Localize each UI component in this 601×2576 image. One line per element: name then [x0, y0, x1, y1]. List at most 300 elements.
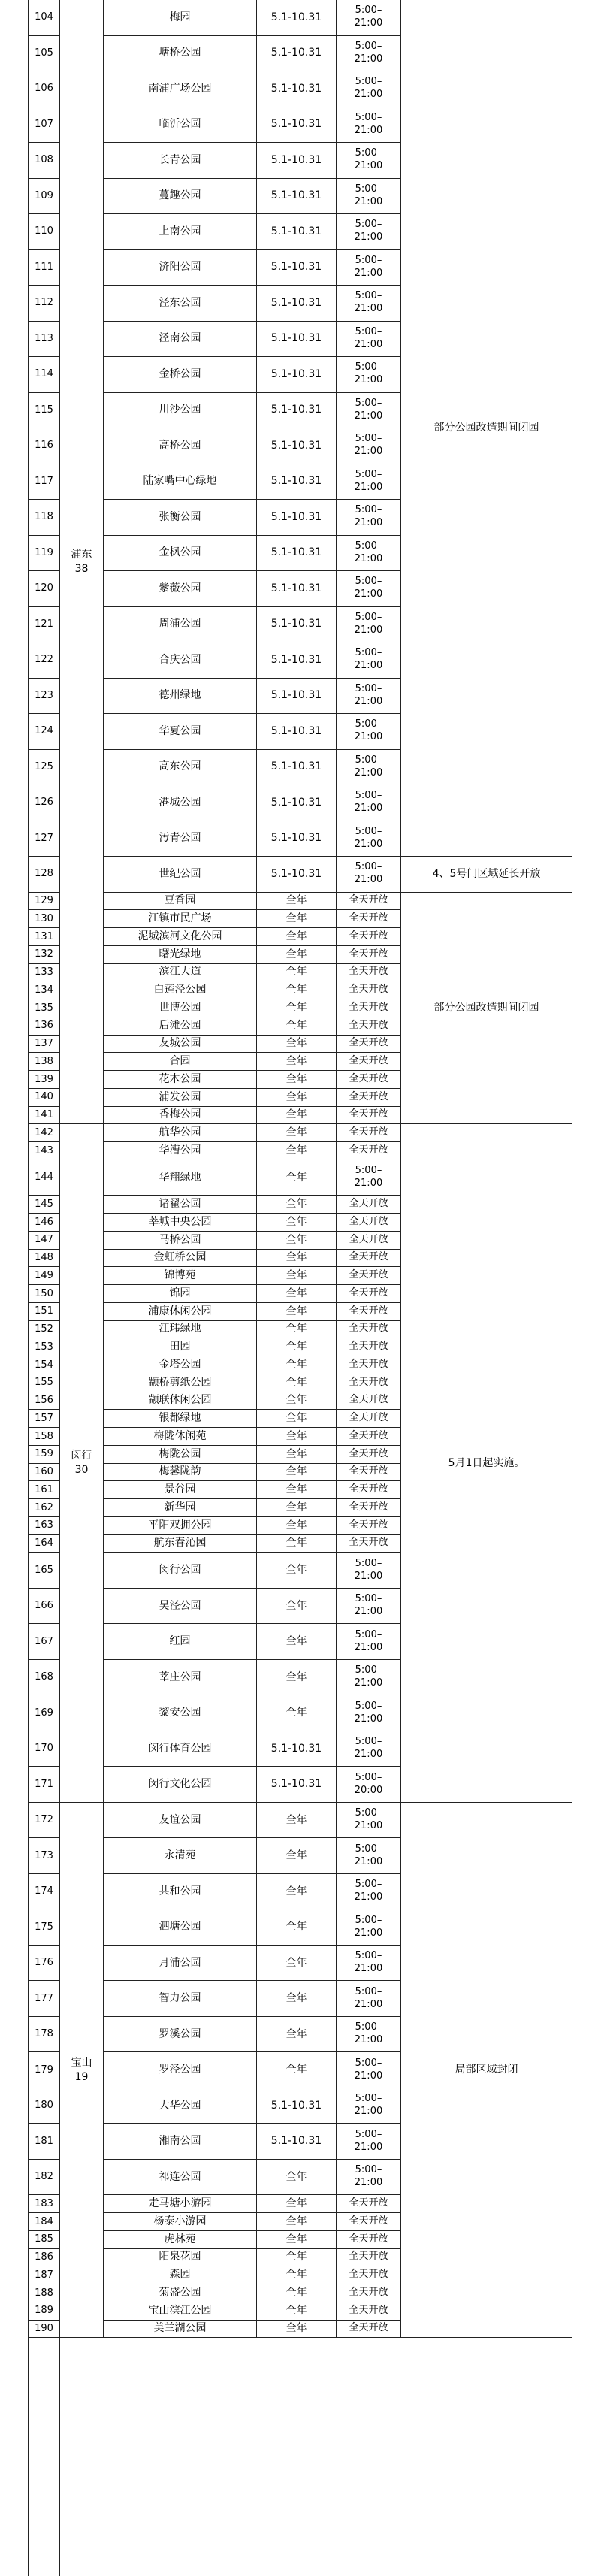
park-name [104, 857, 257, 893]
park-name [104, 2124, 257, 2160]
row-number [29, 1946, 60, 1982]
opening-period [257, 2213, 337, 2231]
opening-period [257, 2160, 337, 2196]
row-number [29, 1321, 60, 1339]
opening-period [257, 1767, 337, 1803]
opening-hours-line: 全天开放 [349, 2251, 388, 2263]
park-name [104, 1124, 257, 1142]
opening-hours-line: 5:00– [355, 611, 382, 623]
opening-period [257, 857, 337, 893]
opening-period-text: 5.1-10.31 [270, 1742, 322, 1755]
opening-period [257, 2321, 337, 2339]
park-name [104, 1392, 257, 1410]
park-name [104, 2088, 257, 2124]
opening-hours-line: 全天开放 [349, 1323, 388, 1335]
opening-hours [337, 1481, 401, 1499]
opening-period-text: 5.1-10.31 [270, 261, 322, 274]
row-number [29, 1160, 60, 1196]
park-name-text: 华夏公园 [159, 724, 201, 737]
park-name [104, 1374, 257, 1392]
row-number [29, 928, 60, 946]
opening-period [257, 1053, 337, 1071]
opening-period [257, 1589, 337, 1625]
park-name [104, 1517, 257, 1535]
opening-period [257, 2124, 337, 2160]
opening-hours-line: 全天开放 [349, 1429, 388, 1441]
remark-text: 5月1日起实施。 [448, 1456, 525, 1469]
row-number-text: 108 [35, 154, 53, 166]
row-number [29, 1232, 60, 1250]
opening-period-text: 全年 [285, 1992, 307, 2005]
remark [401, 1803, 572, 2339]
opening-period-text: 全年 [285, 1037, 307, 1050]
opening-hours-line: 21:00 [354, 195, 383, 207]
district-label [60, 1124, 104, 1803]
row-number-text: 162 [35, 1501, 53, 1513]
opening-hours-line: 21:00 [354, 1749, 383, 1760]
row-number [29, 1731, 60, 1767]
opening-period [257, 500, 337, 536]
park-name-text: 永清苑 [164, 1849, 196, 1862]
opening-hours [337, 679, 401, 715]
row-number [29, 1356, 60, 1374]
opening-period-text: 全年 [285, 1394, 307, 1407]
opening-period-text: 全年 [285, 1269, 307, 1282]
park-name-text: 梅陇公园 [159, 1447, 201, 1460]
opening-period-text: 全年 [285, 2269, 307, 2281]
row-number [29, 679, 60, 715]
row-number-text: 129 [35, 895, 53, 907]
opening-period-text: 5.1-10.31 [270, 189, 322, 202]
opening-hours-line: 全天开放 [349, 1412, 388, 1424]
row-number [29, 2160, 60, 2196]
opening-hours-line: 全天开放 [349, 1447, 388, 1459]
park-name [104, 893, 257, 911]
opening-hours [337, 1767, 401, 1803]
opening-hours-line: 21:00 [354, 552, 383, 564]
row-number-text: 154 [35, 1359, 53, 1371]
opening-hours [337, 1731, 401, 1767]
park-name-text: 红园 [169, 1635, 191, 1648]
opening-hours-line: 20:00 [354, 1784, 383, 1796]
park-name [104, 999, 257, 1017]
opening-hours [337, 143, 401, 179]
park-name [104, 1464, 257, 1482]
opening-period [257, 179, 337, 215]
opening-hours-line: 21:00 [354, 1606, 383, 1617]
opening-period-text: 5.1-10.31 [270, 832, 322, 845]
opening-period-text: 全年 [285, 1072, 307, 1085]
park-name [104, 71, 257, 107]
opening-hours [337, 981, 401, 999]
opening-hours [337, 1464, 401, 1482]
park-name [104, 2284, 257, 2302]
row-number [29, 1124, 60, 1142]
opening-hours-line: 5:00– [355, 647, 382, 659]
row-number [29, 999, 60, 1017]
park-name-text: 闵行公园 [159, 1564, 201, 1577]
row-number-text: 190 [35, 2323, 53, 2335]
opening-hours-line: 5:00– [355, 1700, 382, 1712]
opening-hours-line: 5:00– [355, 1557, 382, 1569]
opening-hours-line: 5:00– [355, 2164, 382, 2176]
row-number-text: 125 [35, 760, 53, 772]
row-number-text: 141 [35, 1109, 53, 1121]
row-number-text: 178 [35, 2028, 53, 2040]
opening-period [257, 946, 337, 964]
park-name-text: 高桥公园 [159, 439, 201, 452]
opening-hours-line: 全天开放 [349, 1341, 388, 1353]
opening-period-text: 全年 [285, 1126, 307, 1139]
opening-period-text: 全年 [285, 1001, 307, 1014]
opening-period-text: 全年 [285, 1251, 307, 1264]
opening-period [257, 71, 337, 107]
opening-period [257, 607, 337, 643]
opening-period [257, 536, 337, 572]
row-number [29, 2249, 60, 2267]
row-number [29, 393, 60, 429]
opening-hours [337, 910, 401, 928]
park-name-text: 梅馨陇韵 [159, 1465, 201, 1478]
opening-hours [337, 1517, 401, 1535]
opening-hours [337, 893, 401, 911]
opening-period-text: 全年 [285, 1198, 307, 1211]
opening-period-text: 5.1-10.31 [270, 82, 322, 95]
park-name-text: 金塔公园 [159, 1358, 201, 1371]
row-number [29, 2088, 60, 2124]
row-number-text: 122 [35, 654, 53, 666]
opening-period [257, 1160, 337, 1196]
row-number [29, 1214, 60, 1232]
opening-hours-line: 全天开放 [349, 2304, 388, 2316]
opening-period-text: 全年 [285, 1233, 307, 1246]
opening-period [257, 679, 337, 715]
row-number [29, 1517, 60, 1535]
opening-hours-line: 21:00 [354, 1855, 383, 1867]
opening-period-text: 5.1-10.31 [270, 582, 322, 594]
opening-hours-line: 全天开放 [349, 948, 388, 960]
opening-period-text: 全年 [285, 2304, 307, 2317]
opening-period [257, 2017, 337, 2053]
opening-hours-line: 21:00 [354, 410, 383, 422]
opening-hours-line: 21:00 [354, 1963, 383, 1974]
park-name-text: 豆香园 [164, 894, 196, 907]
district-label [60, 0, 104, 1124]
row-number-text: 173 [35, 1849, 53, 1861]
park-name [104, 1624, 257, 1660]
row-number-text: 186 [35, 2251, 53, 2263]
row-number [29, 857, 60, 893]
opening-period-text: 全年 [285, 1885, 307, 1897]
opening-period [257, 1338, 337, 1356]
row-number [29, 2195, 60, 2213]
opening-hours-line: 5:00– [355, 718, 382, 730]
opening-hours [337, 322, 401, 358]
park-name [104, 1446, 257, 1464]
opening-hours [337, 393, 401, 429]
opening-period-text: 全年 [285, 1921, 307, 1934]
opening-period [257, 1017, 337, 1036]
opening-hours-line: 5:00– [355, 2057, 382, 2069]
opening-period [257, 107, 337, 144]
opening-hours-line: 5:00– [355, 540, 382, 552]
opening-hours-line: 5:00– [355, 147, 382, 159]
opening-period-text: 全年 [285, 1707, 307, 1719]
row-number-text: 156 [35, 1395, 53, 1407]
opening-period-text: 全年 [285, 1090, 307, 1103]
park-name [104, 821, 257, 857]
opening-period-text: 5.1-10.31 [270, 510, 322, 523]
row-number-text: 183 [35, 2197, 53, 2209]
opening-hours [337, 2249, 401, 2267]
opening-period-text: 5.1-10.31 [270, 796, 322, 809]
opening-period-text: 5.1-10.31 [270, 118, 322, 131]
row-number-text: 179 [35, 2064, 53, 2076]
park-name [104, 0, 257, 36]
park-name [104, 179, 257, 215]
park-name-text: 月浦公园 [159, 1956, 201, 1969]
opening-period [257, 357, 337, 393]
opening-period-text: 5.1-10.31 [270, 439, 322, 452]
opening-hours [337, 1624, 401, 1660]
opening-hours-line: 21:00 [354, 53, 383, 65]
opening-period-text: 全年 [285, 984, 307, 996]
opening-period [257, 2302, 337, 2321]
opening-hours [337, 1017, 401, 1036]
opening-period-text: 全年 [285, 2170, 307, 2183]
opening-hours [337, 1303, 401, 1321]
row-number-text: 116 [35, 440, 53, 452]
opening-period [257, 1356, 337, 1374]
park-name [104, 1142, 257, 1160]
opening-hours [337, 1053, 401, 1071]
park-name-text: 智力公园 [159, 1992, 201, 2005]
opening-hours [337, 1196, 401, 1214]
park-name-text: 南浦广场公园 [148, 82, 212, 95]
opening-period [257, 1392, 337, 1410]
opening-hours [337, 1214, 401, 1232]
park-name-text: 梅陇休闲苑 [153, 1429, 207, 1442]
opening-hours-line: 全天开放 [349, 2215, 388, 2227]
opening-hours [337, 1250, 401, 1268]
row-number-text: 147 [35, 1234, 53, 1246]
row-number-text: 104 [35, 11, 53, 23]
park-name [104, 143, 257, 179]
opening-period-text: 5.1-10.31 [270, 47, 322, 59]
opening-period-text: 全年 [285, 1055, 307, 1068]
row-number-text: 123 [35, 689, 53, 701]
opening-hours [337, 2052, 401, 2088]
row-number-text: 163 [35, 1519, 53, 1531]
park-name [104, 1803, 257, 1839]
row-number [29, 893, 60, 911]
park-name-text: 闵行文化公园 [148, 1778, 212, 1791]
row-number [29, 1499, 60, 1517]
opening-hours [337, 714, 401, 750]
opening-hours [337, 1374, 401, 1392]
opening-hours-line: 5:00– [355, 861, 382, 873]
opening-hours [337, 2231, 401, 2249]
opening-hours [337, 857, 401, 893]
opening-period [257, 1981, 337, 2017]
park-name-text: 塘桥公园 [159, 47, 201, 59]
park-name [104, 1428, 257, 1446]
park-name [104, 1053, 257, 1071]
row-number [29, 2213, 60, 2231]
opening-period [257, 1660, 337, 1696]
park-name-text: 祁连公园 [159, 2170, 201, 2183]
opening-period [257, 2284, 337, 2302]
district-count: 19 [74, 2070, 89, 2083]
row-number-text: 117 [35, 475, 53, 487]
park-name [104, 607, 257, 643]
opening-hours-line: 5:00– [355, 1593, 382, 1605]
row-number-text: 150 [35, 1287, 53, 1299]
opening-hours-line: 21:00 [354, 1677, 383, 1689]
park-name-text: 航东春沁园 [153, 1537, 207, 1550]
park-name [104, 714, 257, 750]
row-number [29, 1838, 60, 1874]
opening-period [257, 964, 337, 982]
opening-hours-line: 全天开放 [349, 1090, 388, 1102]
park-name [104, 428, 257, 464]
opening-period [257, 1071, 337, 1089]
opening-hours-line: 21:00 [354, 803, 383, 815]
row-number [29, 2266, 60, 2284]
opening-hours-line: 21:00 [354, 2106, 383, 2117]
opening-period-text: 全年 [285, 2064, 307, 2076]
row-number-text: 146 [35, 1216, 53, 1228]
opening-period-text: 全年 [285, 1501, 307, 1513]
opening-period-text: 5.1-10.31 [270, 546, 322, 559]
opening-period-text: 全年 [285, 1341, 307, 1353]
opening-hours [337, 1981, 401, 2017]
row-number [29, 2052, 60, 2088]
park-name [104, 981, 257, 999]
row-number [29, 1392, 60, 1410]
row-number [29, 2302, 60, 2321]
opening-hours [337, 1946, 401, 1982]
opening-period [257, 1089, 337, 1107]
opening-period [257, 1285, 337, 1303]
row-number-text: 148 [35, 1252, 53, 1264]
opening-period [257, 322, 337, 358]
opening-period [257, 1196, 337, 1214]
opening-period [257, 2266, 337, 2284]
row-number-text: 153 [35, 1341, 53, 1353]
row-number-text: 185 [35, 2233, 53, 2245]
opening-period-text: 全年 [285, 1519, 307, 1531]
park-name [104, 1303, 257, 1321]
opening-period-text: 5.1-10.31 [270, 153, 322, 166]
park-name-text: 香梅公园 [159, 1108, 201, 1121]
opening-hours [337, 1446, 401, 1464]
park-name [104, 1660, 257, 1696]
row-number-text: 159 [35, 1448, 53, 1460]
opening-period-text: 全年 [285, 1670, 307, 1683]
park-name-text: 浦发公园 [159, 1090, 201, 1103]
opening-hours-line: 21:00 [354, 1998, 383, 2010]
opening-hours-line: 5:00– [355, 5, 382, 17]
row-number [29, 107, 60, 144]
opening-hours-line: 全天开放 [349, 894, 388, 906]
row-number-text: 176 [35, 1957, 53, 1969]
opening-hours [337, 821, 401, 857]
row-number [29, 1053, 60, 1071]
park-name [104, 107, 257, 144]
opening-period [257, 893, 337, 911]
opening-hours [337, 1142, 401, 1160]
opening-hours-line: 全天开放 [349, 1376, 388, 1388]
opening-hours-line: 全天开放 [349, 1037, 388, 1049]
opening-hours-line: 21:00 [354, 624, 383, 636]
row-number [29, 1624, 60, 1660]
opening-hours [337, 2017, 401, 2053]
park-name [104, 1981, 257, 2017]
opening-period [257, 571, 337, 607]
row-number [29, 1553, 60, 1589]
opening-hours-line: 全天开放 [349, 1394, 388, 1406]
opening-period [257, 1499, 337, 1517]
row-number-text: 111 [35, 261, 53, 273]
park-name [104, 1410, 257, 1428]
row-number [29, 500, 60, 536]
opening-hours [337, 1909, 401, 1946]
opening-hours-line: 21:00 [354, 303, 383, 315]
opening-period [257, 0, 337, 36]
row-number [29, 2284, 60, 2302]
opening-period-text: 全年 [285, 2322, 307, 2335]
opening-hours-line: 全天开放 [349, 1269, 388, 1281]
opening-period [257, 1107, 337, 1125]
opening-hours-line: 5:00– [355, 2093, 382, 2105]
opening-period-text: 5.1-10.31 [270, 1778, 322, 1791]
row-number [29, 1660, 60, 1696]
row-number-text: 168 [35, 1671, 53, 1683]
row-number [29, 1428, 60, 1446]
opening-period [257, 143, 337, 179]
opening-period-text: 全年 [285, 2286, 307, 2299]
opening-hours-line: 5:00– [355, 40, 382, 52]
park-name-text: 森园 [169, 2269, 191, 2281]
park-name [104, 1499, 257, 1517]
park-name [104, 571, 257, 607]
opening-hours-line: 21:00 [354, 1713, 383, 1725]
remark-text: 部分公园改造期间闭园 [433, 422, 539, 434]
park-name-text: 世博公园 [159, 1001, 201, 1014]
row-number-text: 142 [35, 1126, 53, 1138]
park-name-text: 航华公园 [159, 1126, 201, 1139]
row-number [29, 1464, 60, 1482]
park-name [104, 1838, 257, 1874]
row-number [29, 1767, 60, 1803]
opening-hours [337, 428, 401, 464]
opening-hours [337, 1695, 401, 1731]
park-name [104, 1535, 257, 1553]
row-number-text: 115 [35, 404, 53, 416]
row-number [29, 785, 60, 821]
opening-period-text: 全年 [285, 1956, 307, 1969]
opening-period-text: 全年 [285, 1447, 307, 1460]
park-name-text: 金桥公园 [159, 367, 201, 380]
opening-period [257, 2052, 337, 2088]
row-number-text: 170 [35, 1743, 53, 1755]
opening-hours-line: 全天开放 [349, 1055, 388, 1067]
opening-hours-line: 5:00– [355, 361, 382, 373]
opening-hours-line: 全天开放 [349, 1251, 388, 1263]
park-name [104, 1321, 257, 1339]
park-name-text: 金虹桥公园 [153, 1251, 207, 1264]
